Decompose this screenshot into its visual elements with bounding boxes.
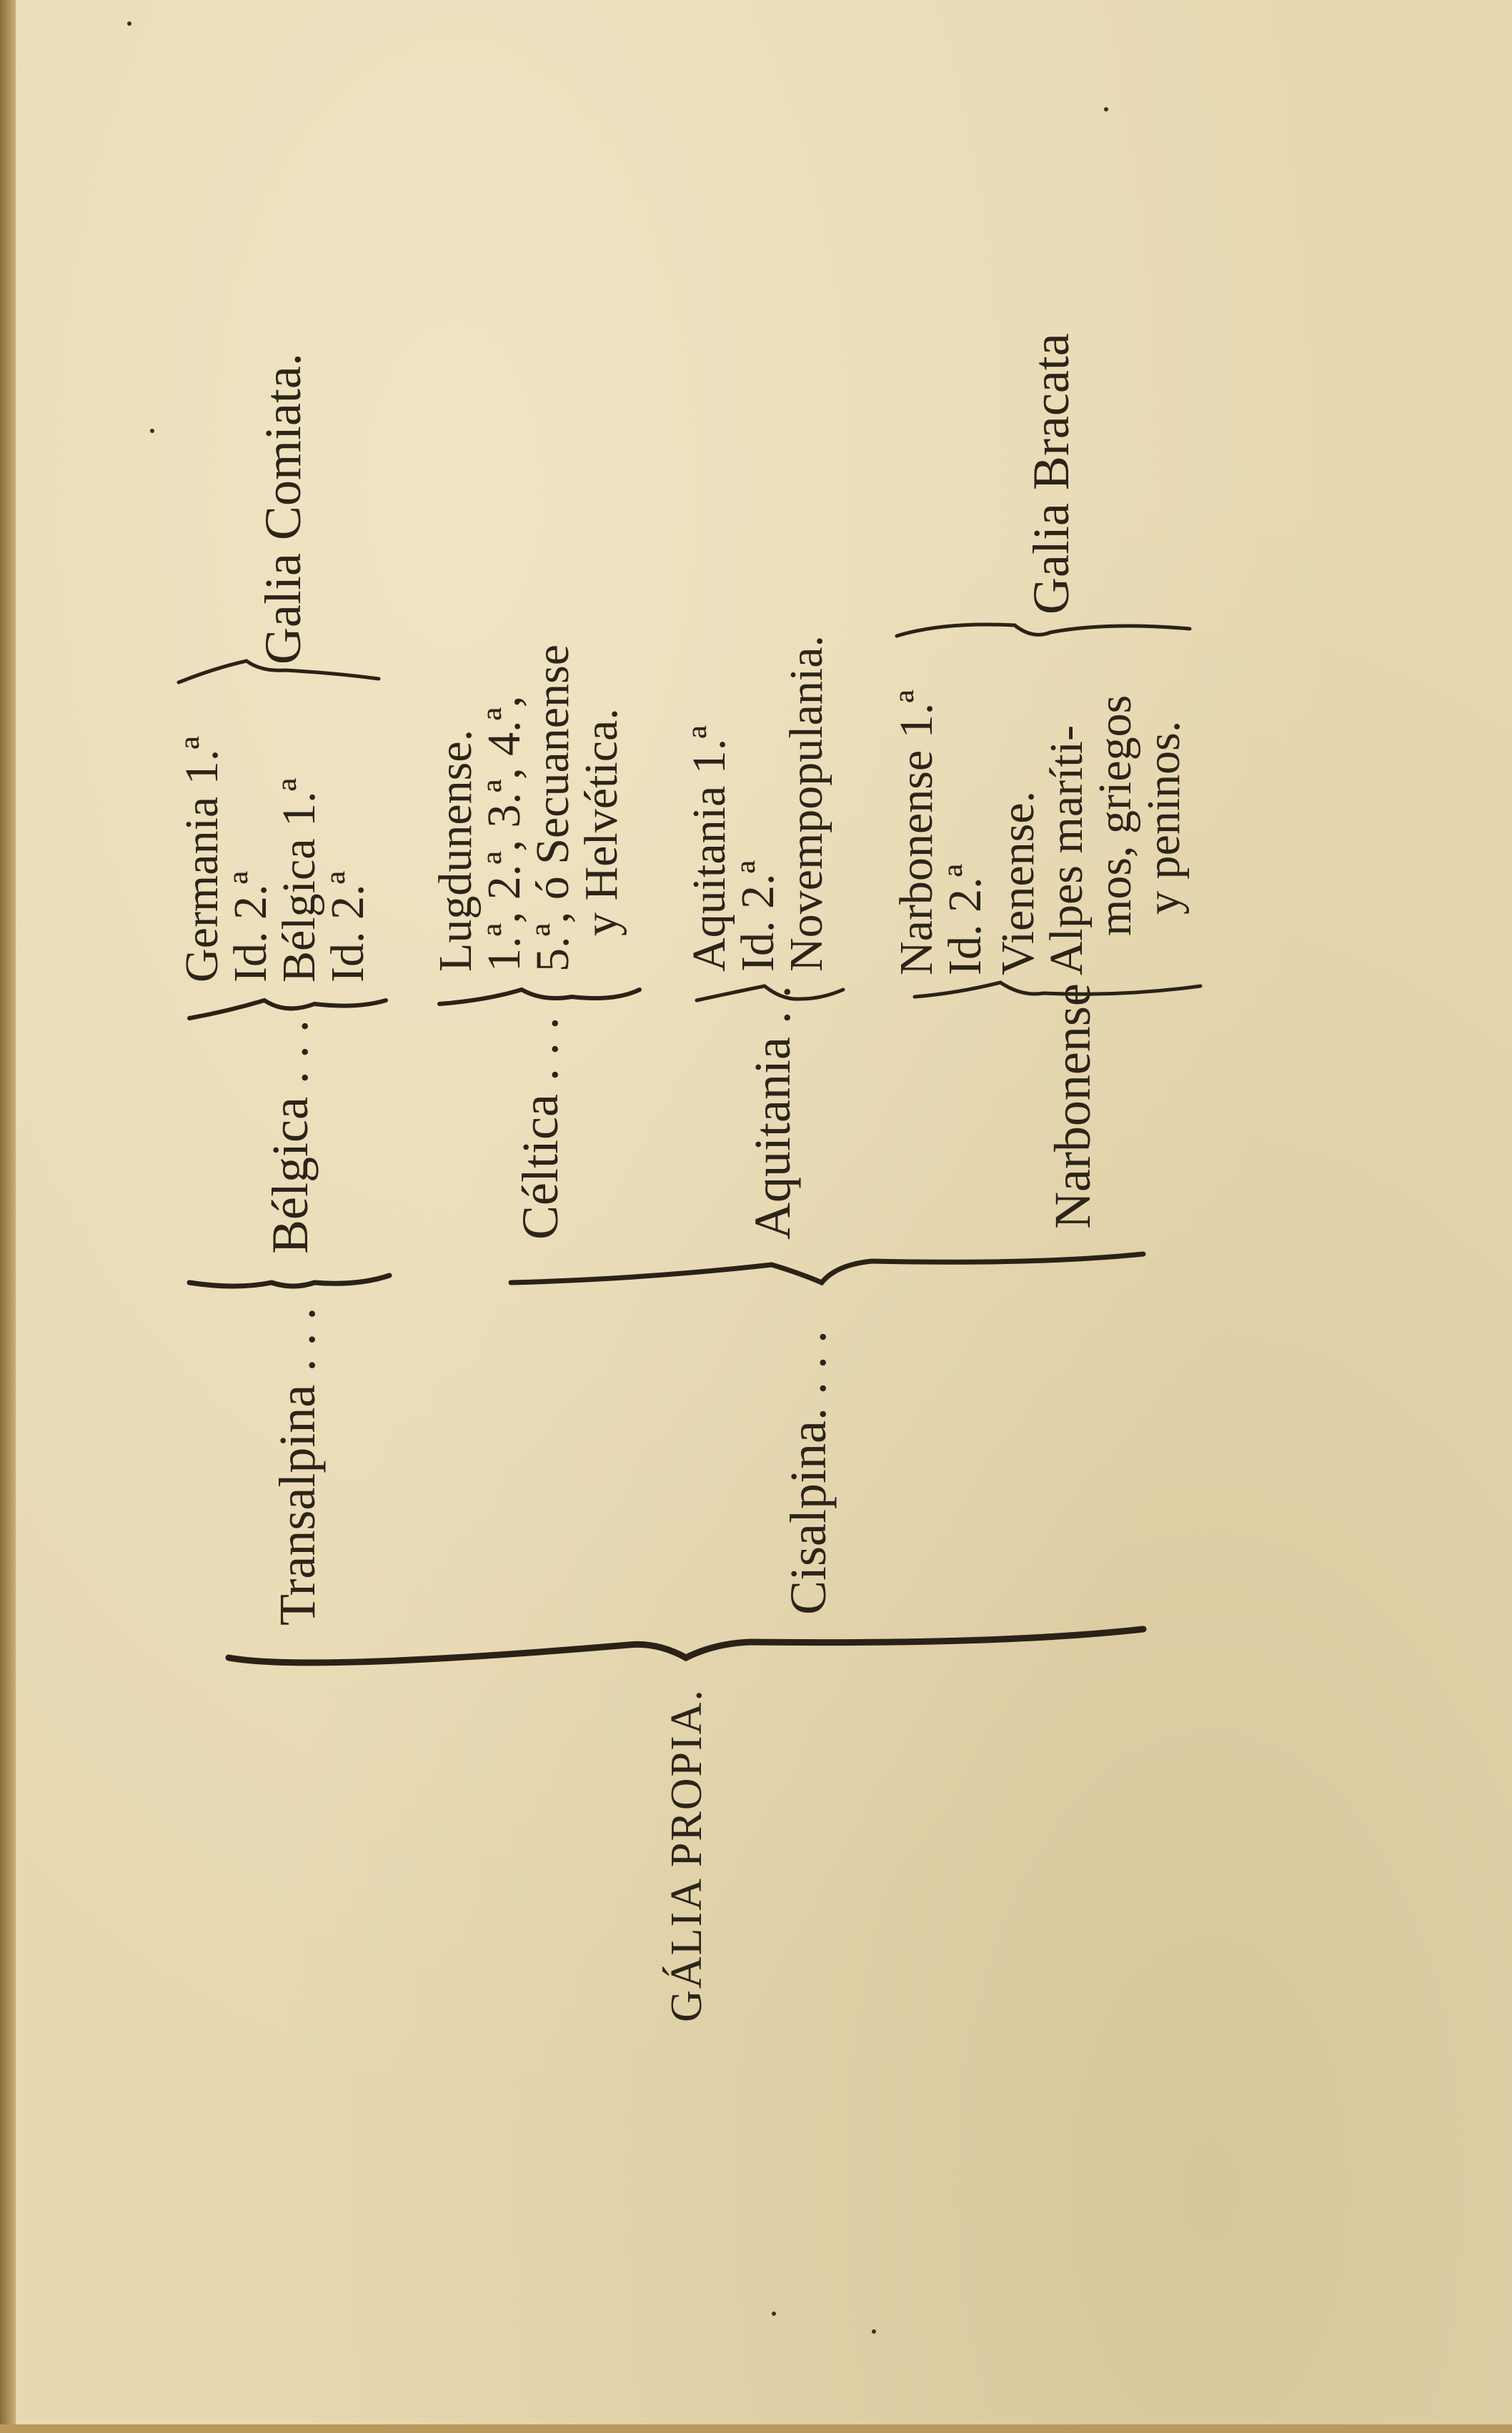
galia-bracata-label: Galia Bracata (1023, 333, 1080, 615)
narbonense-line-3: Vienense. (992, 790, 1044, 975)
narbonense-line-2: Id. 2.ª (939, 864, 991, 975)
celtica-label: Céltica . . . (512, 1017, 569, 1240)
ink-speck (772, 2312, 776, 2316)
aquitania-line-1: Aquitania 1.ª (683, 725, 735, 972)
transalpina-label: Transalpina . . . (269, 1307, 326, 1626)
cisalpina-brace (511, 1254, 1143, 1283)
narbonense-label: Narbonense (1044, 983, 1101, 1229)
ink-speck (872, 2329, 876, 2334)
narbonense-line-1: Narbonense 1.ª (890, 690, 942, 975)
ink-speck (127, 21, 131, 26)
transalpina-brace (189, 1275, 389, 1286)
belgica-line-1: Germania 1.ª (176, 736, 228, 982)
narbonense-line-6: y peninos. (1138, 720, 1190, 915)
celtica-line-1: Lugdunense. (429, 729, 482, 972)
main-title: GÁLIA PROPIA. (662, 1688, 711, 2022)
narbonense-line-5: mos, griegos (1089, 695, 1141, 936)
celtica-brace (439, 990, 640, 1004)
belgica-line-3: Bélgica 1.ª (273, 778, 325, 982)
main-brace (229, 1629, 1143, 1663)
belgica-line-4: Id. 2.ª (322, 871, 374, 982)
aquitania-line-3: Novempopulania. (780, 635, 832, 972)
galia-comiata-label: Galia Comiata. (254, 353, 312, 665)
celtica-line-4: y Helvética. (575, 708, 627, 936)
belgica-brace (189, 1000, 386, 1018)
belgica-label: Bélgica . . . (262, 1020, 319, 1254)
ink-speck (1104, 107, 1108, 111)
belgica-line-2: Id. 2.ª (224, 871, 277, 982)
celtica-line-2: 1.ª, 2.ª, 3.ª, 4.ª, (478, 695, 530, 972)
narbonense-line-4: Alpes maríti- (1040, 725, 1093, 975)
aquitania-line-2: Id. 2.ª (732, 860, 784, 972)
celtica-line-3: 5.ª, ó Secuanense (527, 644, 579, 972)
cisalpina-label: Cisalpina. . . . (780, 1330, 837, 1615)
ink-speck (150, 429, 154, 433)
bracata-brace (897, 625, 1190, 636)
aquitania-label: Aquitania . . (744, 985, 801, 1240)
